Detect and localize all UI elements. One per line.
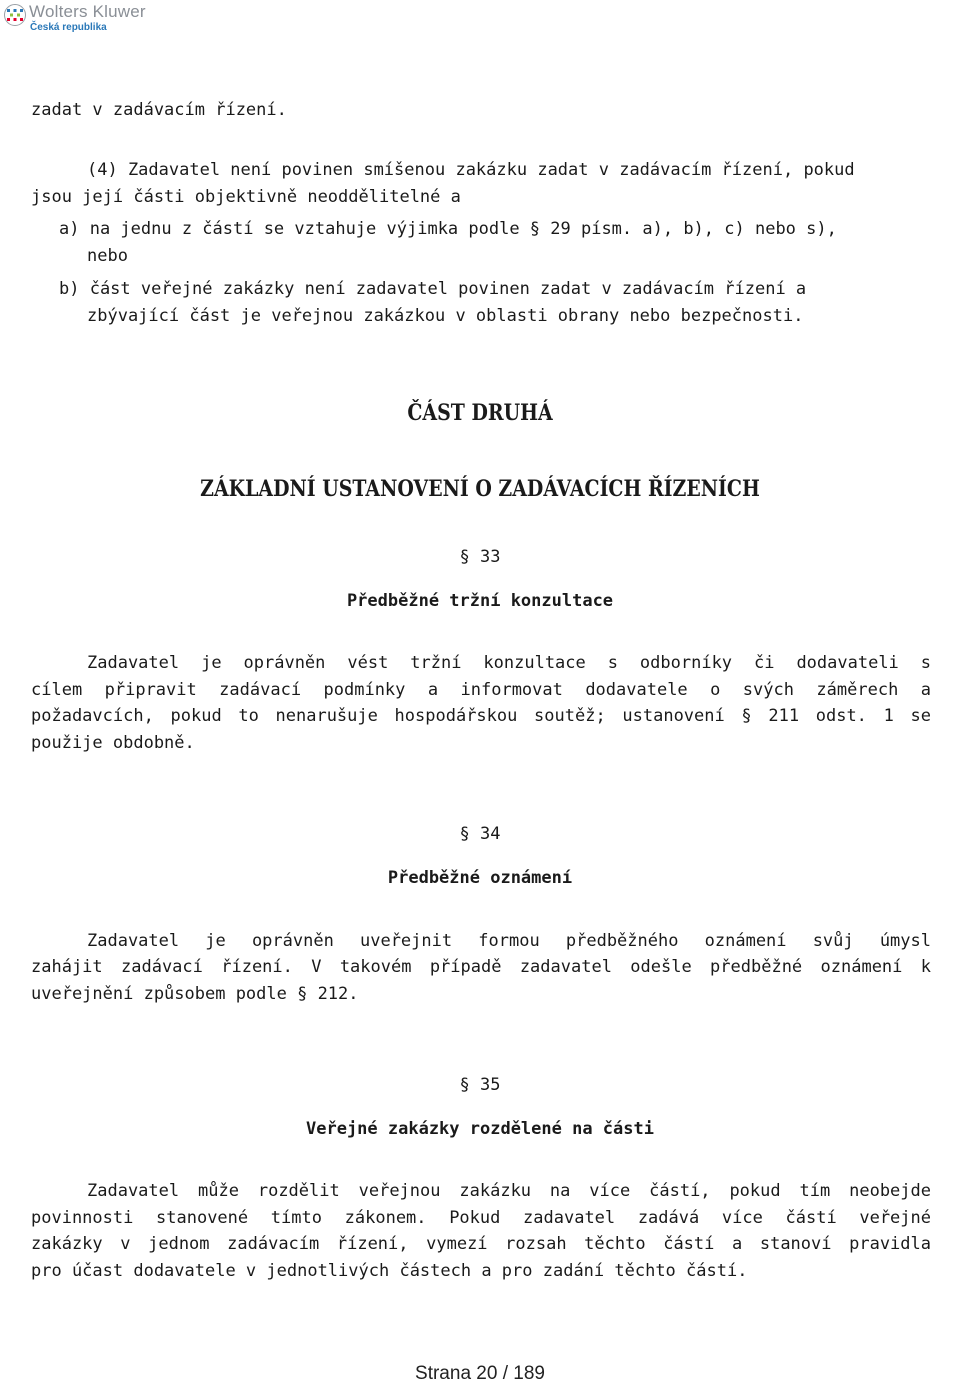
section-33-title: Předběžné tržní konzultace xyxy=(346,591,614,611)
continuation-line: zadat v zadávacím řízení. xyxy=(31,100,287,120)
item-a-line-2: nebo xyxy=(87,246,128,266)
item-a-line-1: a) na jednu z částí se vztahuje výjimka podle § 29 písm. a), b), c) nebo s), xyxy=(59,219,837,239)
section-35-number: § 35 xyxy=(459,1075,501,1095)
paragraph-4-line-1: (4) Zadavatel není povinen smíšenou zakázku zadat v zadávacím řízení, pokud xyxy=(87,160,855,180)
section-34-text-line-3: uveřejnění způsobem podle § 212. xyxy=(31,984,359,1004)
part-title: ČÁST DRUHÁ xyxy=(407,400,553,426)
section-33-text-line-4: použije obdobně. xyxy=(31,733,195,753)
section-33-number: § 33 xyxy=(459,547,501,567)
paragraph-4-line-2: jsou její části objektivně neoddělitelné a xyxy=(31,187,461,207)
logo-brand-name: Wolters Kluwer xyxy=(29,2,146,21)
logo-subtitle: Česká republika xyxy=(30,22,107,33)
section-35-title: Veřejné zakázky rozdělené na části xyxy=(306,1119,654,1139)
section-34-title: Předběžné oznámení xyxy=(387,868,573,888)
item-b-line-2: zbývající část je veřejnou zakázkou v oblasti obrany nebo bezpečnosti. xyxy=(87,306,804,326)
section-35-text-line-2: povinnosti stanovené tímto zákonem. Pokud zadavatel zadává více částí veřejné xyxy=(31,1208,931,1228)
section-34-text-line-1: Zadavatel je oprávněn uveřejnit formou předběžného oznámení svůj úmysl xyxy=(87,931,931,951)
section-33-text-line-2: cílem připravit zadávací podmínky a informovat dodavatele o svých záměrech a xyxy=(31,680,931,700)
part-subtitle: ZÁKLADNÍ USTANOVENÍ O ZADÁVACÍCH ŘÍZENÍCH xyxy=(200,476,760,502)
section-33-text-line-3: požadavcích, pokud to nenarušuje hospodářskou soutěž; ustanovení § 211 odst. 1 se xyxy=(31,706,931,726)
publisher-logo xyxy=(4,2,146,38)
section-35-text-line-4: pro účast dodavatele v jednotlivých částech a pro zadání těchto částí. xyxy=(31,1261,748,1281)
section-34-text-line-2: zahájit zadávací řízení. V takovém případě zadavatel odešle předběžné oznámení k xyxy=(31,957,931,977)
item-b-line-1: b) část veřejné zakázky není zadavatel povinen zadat v zadávacím řízení a xyxy=(59,279,807,299)
section-34-number: § 34 xyxy=(459,824,501,844)
wolters-kluwer-logo-icon xyxy=(4,4,26,26)
section-35-text-line-3: zakázky v jednom zadávacím řízení, vymezí rozsah těchto částí a stanoví pravidla xyxy=(31,1234,931,1254)
page-number: Strana 20 / 189 xyxy=(415,1363,545,1384)
section-35-text-line-1: Zadavatel může rozdělit veřejnou zakázku na více částí, pokud tím neobejde xyxy=(87,1181,931,1201)
section-33-text-line-1: Zadavatel je oprávněn vést tržní konzultace s odborníky či dodavateli s xyxy=(87,653,931,673)
